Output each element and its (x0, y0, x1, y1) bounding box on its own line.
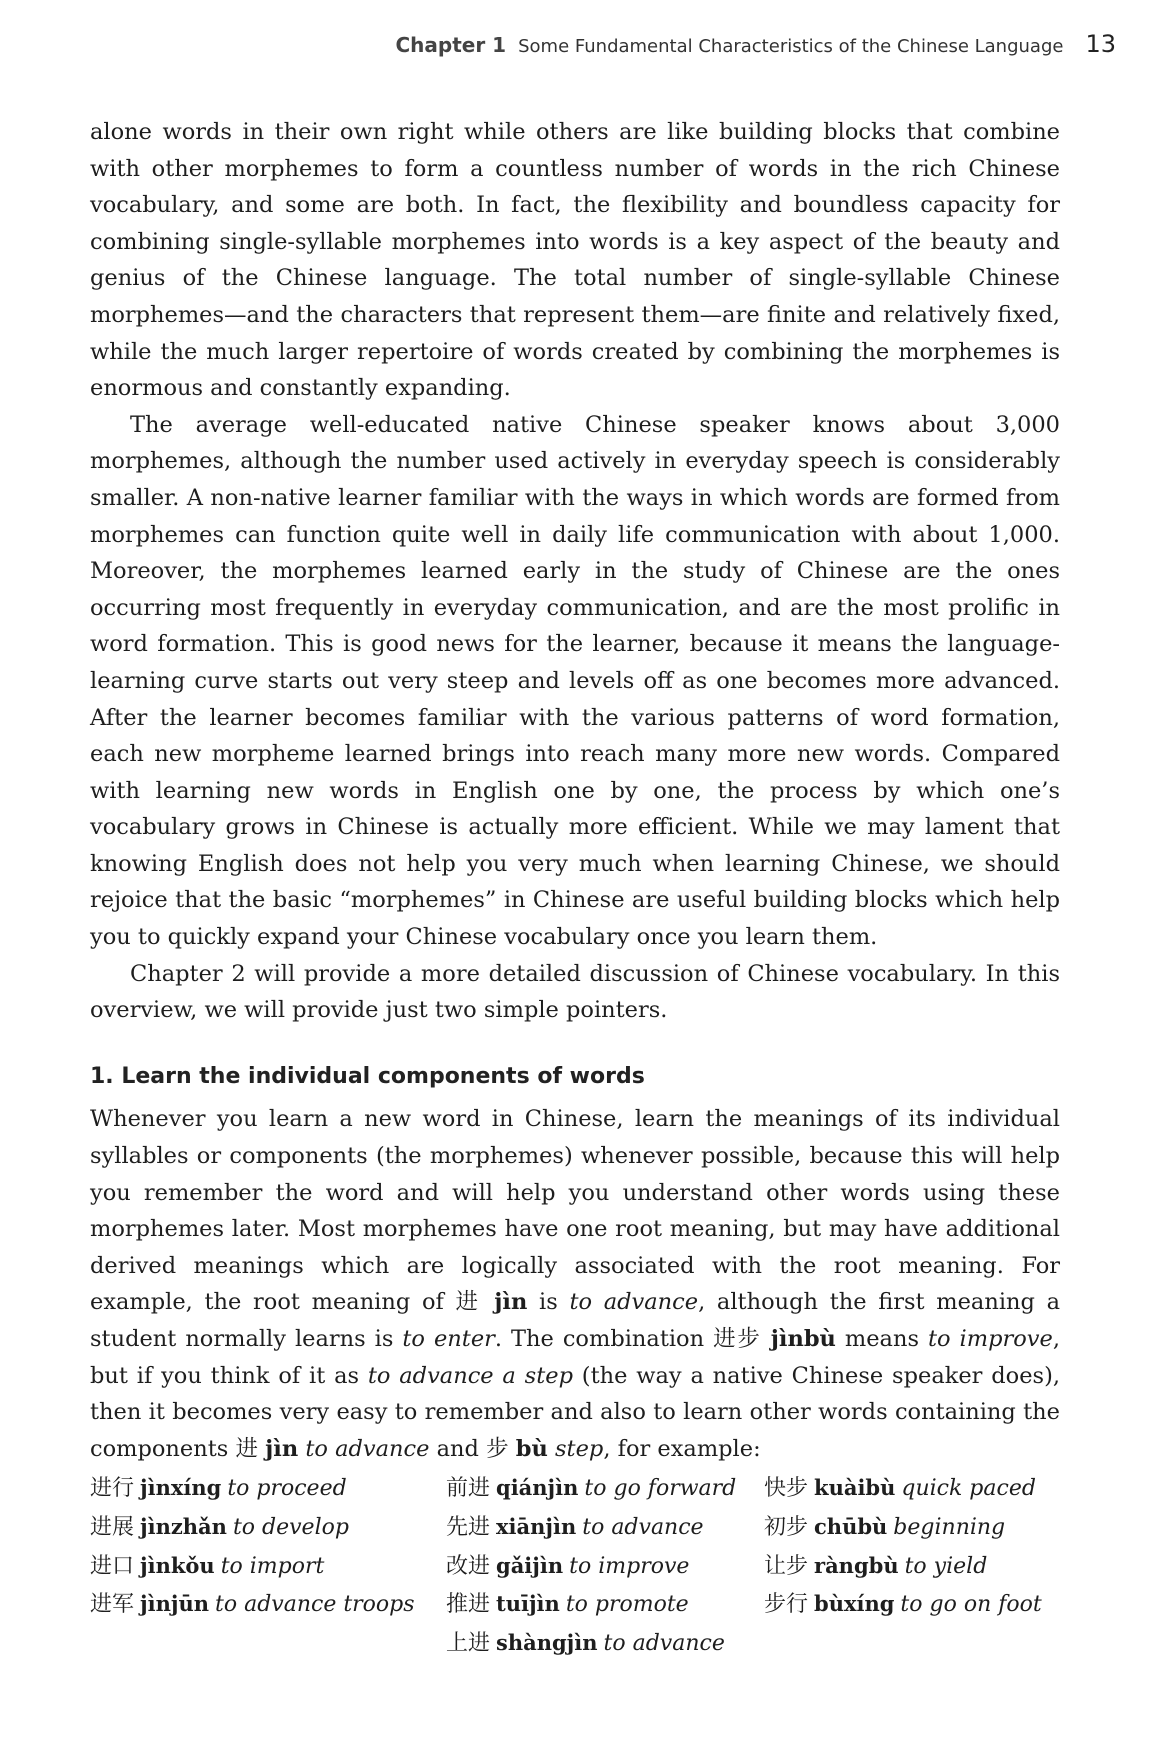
example-pinyin: chūbù (814, 1513, 888, 1539)
gloss: step (555, 1435, 604, 1462)
text-run: (the way a native Chinese speaker does), then it becomes very easy to remember and also to learn other words containing the components (90, 1362, 1060, 1462)
example-hanzi: 进行 (90, 1476, 135, 1502)
example-gloss: to go on foot (900, 1592, 1042, 1618)
text-run: Whenever you learn a new word in Chinese, learn the meanings of its individual syllables or components (the morphemes) whenever possible, because this will help you remember the word and will help you understand other words using these morphemes later. Most morphemes have one root meaning, but may have additional derived meanings which are logically associated with the root meaning. For example, the root meaning of (90, 1106, 1060, 1316)
example-hanzi: 进军 (90, 1592, 135, 1618)
hanzi: 进步 (713, 1326, 762, 1352)
hanzi: 步 (486, 1435, 509, 1462)
example-pinyin: bùxíng (814, 1591, 895, 1617)
pinyin: jìn (494, 1289, 528, 1316)
example-hanzi: 步行 (764, 1592, 809, 1618)
example-hanzi: 改进 (446, 1553, 491, 1579)
gloss: to improve (927, 1326, 1053, 1352)
example-hanzi: 进口 (90, 1553, 135, 1579)
example-gloss: to promote (565, 1592, 689, 1618)
gloss: to advance (305, 1435, 430, 1462)
example-hanzi: 初步 (764, 1514, 809, 1540)
example-gloss: to go forward (584, 1476, 737, 1502)
example-item (90, 1547, 446, 1586)
example-column-3 (764, 1469, 1060, 1662)
example-item (446, 1624, 764, 1663)
example-pinyin: xiānjìn (496, 1513, 577, 1539)
example-hanzi: 进展 (90, 1514, 135, 1540)
example-gloss: to advance (582, 1514, 704, 1540)
page-number: 13 (1085, 30, 1116, 58)
example-hanzi: 前进 (446, 1476, 491, 1502)
example-pinyin: kuàibù (814, 1475, 896, 1501)
example-gloss: to improve (569, 1553, 690, 1579)
example-words (90, 1469, 1060, 1662)
example-item (446, 1547, 764, 1586)
example-pinyin: jìnkǒu (140, 1552, 215, 1578)
example-item (90, 1469, 446, 1508)
example-gloss: to import (220, 1553, 325, 1579)
example-pinyin: ràngbù (814, 1552, 899, 1578)
text-run: , for example: (603, 1435, 761, 1462)
example-gloss: to advance (603, 1630, 725, 1656)
example-hanzi: 推进 (446, 1592, 491, 1618)
example-item (446, 1585, 764, 1624)
text-run: , although the first meaning a student normally learns is (90, 1289, 1061, 1352)
example-hanzi: 让步 (764, 1553, 809, 1579)
text-run: , but if you think of it as (90, 1326, 1060, 1389)
paragraph-3: Chapter 2 will provide a more detailed discussion of Chinese vocabulary. In this overview, we will provide just two simple pointers. (90, 960, 1060, 1024)
hanzi: 进 (235, 1435, 258, 1462)
example-item (90, 1508, 446, 1547)
pinyin: jìnbù (770, 1326, 836, 1352)
text-run: means (835, 1326, 928, 1352)
example-gloss: to yield (904, 1553, 988, 1579)
example-item (446, 1469, 764, 1508)
example-item (90, 1585, 446, 1624)
running-head (396, 30, 1117, 58)
section-heading: 1. Learn the individual components of words (90, 1063, 645, 1089)
body-text (90, 114, 1060, 1662)
example-pinyin: jìnxíng (140, 1475, 222, 1501)
example-gloss: beginning (893, 1514, 1006, 1540)
example-pinyin: jìnzhǎn (140, 1513, 227, 1539)
chapter-title: Some Fundamental Characteristics of the Chinese Language (518, 36, 1064, 57)
example-gloss: to develop (232, 1514, 349, 1540)
example-hanzi: 先进 (446, 1514, 491, 1540)
pinyin: jìn (265, 1435, 299, 1462)
example-item (764, 1547, 1060, 1586)
example-hanzi: 上进 (446, 1630, 491, 1656)
gloss: to advance (569, 1289, 699, 1316)
paragraph-1: alone words in their own right while others are like building blocks that combine with other morphemes to form a countless number of words in the rich Chinese vocabulary, and some are both. In fact, the flexibility and boundless capacity for combining single-syllable morphemes into words is a key aspect of the beauty and genius of the Chinese language. The total number of single-syllable Chinese morphemes—and the characters that represent them—are finite and relatively fixed, while the much larger repertoire of words created by combining the morphemes is enormous and constantly expanding. (90, 119, 1060, 402)
example-pinyin: qiánjìn (496, 1475, 579, 1501)
hanzi: 进 (455, 1289, 483, 1316)
example-gloss: quick paced (901, 1476, 1036, 1502)
example-pinyin: jìnjūn (140, 1591, 209, 1617)
example-column-1 (90, 1469, 446, 1662)
example-item (764, 1469, 1060, 1508)
example-pinyin: shàngjìn (496, 1629, 598, 1655)
gloss: to advance a step (367, 1362, 573, 1389)
example-hanzi: 快步 (764, 1476, 809, 1502)
example-pinyin: tuījìn (496, 1591, 560, 1617)
example-gloss: to advance troops (215, 1592, 415, 1618)
pinyin: bù (515, 1435, 548, 1462)
section-paragraph (90, 1101, 1060, 1467)
example-item (764, 1585, 1060, 1624)
example-gloss: to proceed (227, 1476, 347, 1502)
paragraph-2: The average well-educated native Chinese speaker knows about 3,000 morphemes, although the number used actively in everyday speech is considerably smaller. A non-native learner familiar with the ways in which words are formed from morphemes can function quite well in daily life communication with about 1,000. Moreover, the morphemes learned early in the study of Chinese are the ones occurring most frequently in everyday communication, and are the most prolific in word formation. This is good news for the learner, because it means the language-learning curve starts out very steep and levels off as one becomes more advanced. After the learner becomes familiar with the various patterns of word formation, each new morpheme learned brings into reach many more new words. Compared with learning new words in English one by one, the process by which one’s vocabulary grows in Chinese is actually more efficient. While we may lament that knowing English does not help you very much when learning Chinese, we should rejoice that the basic “morphemes” in Chinese are useful building blocks which help you to quickly expand your Chinese vocabulary once you learn them. (90, 411, 1060, 951)
gloss: to enter (402, 1326, 495, 1352)
text-run: . The combination (494, 1326, 714, 1352)
example-pinyin: gǎijìn (496, 1552, 564, 1578)
example-item (764, 1508, 1060, 1547)
text-run: is (527, 1289, 570, 1316)
example-column-2 (446, 1469, 764, 1662)
chapter-label: Chapter 1 (395, 33, 507, 57)
text-run: and (429, 1435, 487, 1462)
example-item (446, 1508, 764, 1547)
